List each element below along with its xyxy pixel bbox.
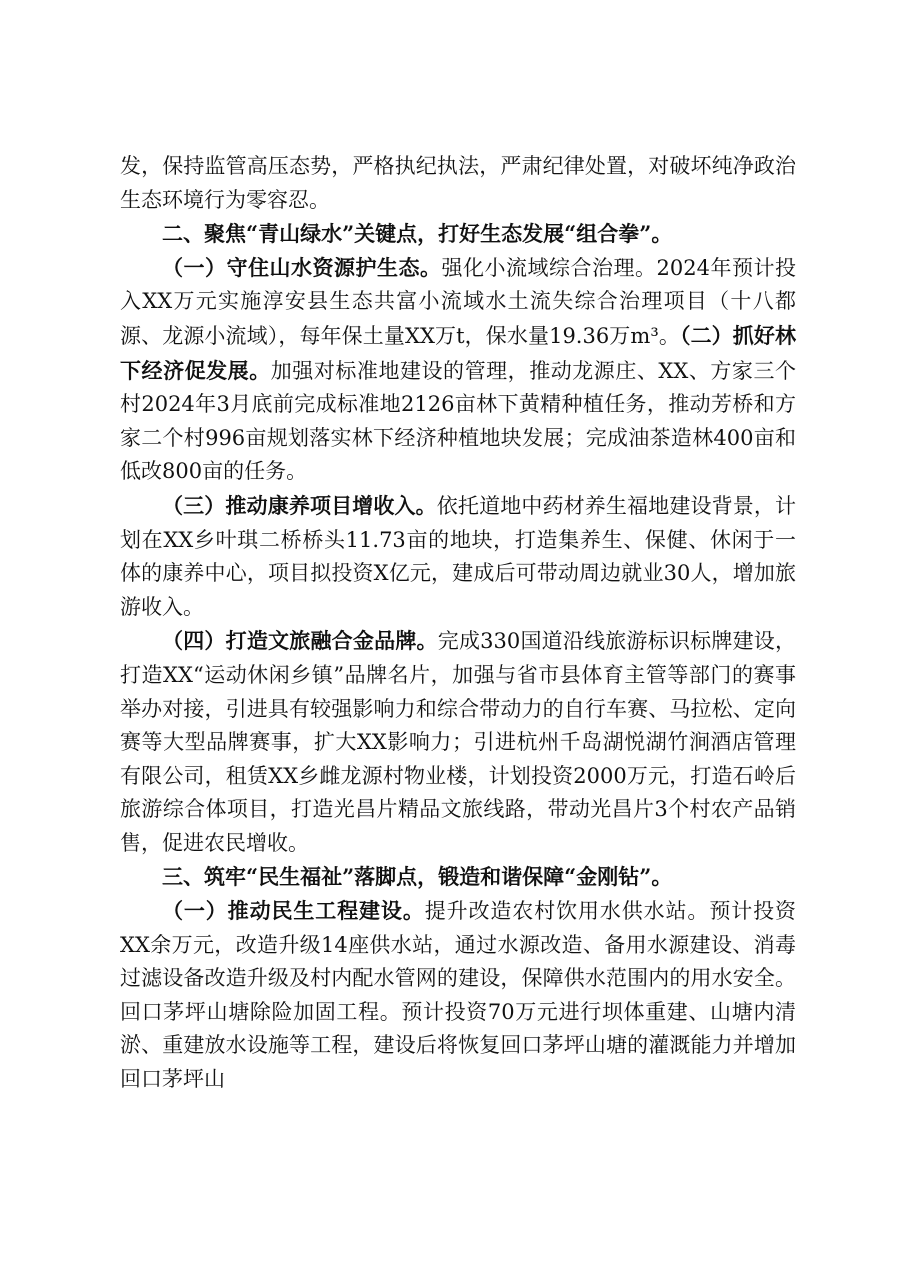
paragraph-ecology <box>120 251 796 489</box>
document-body <box>120 150 796 1097</box>
subheading-2: （二）抓好林下经济促发展。 <box>120 322 797 383</box>
subheading-4: （四）打造文旅融合金品牌。 <box>162 628 438 654</box>
paragraph-text: 依托道地中药材养生福地建设背景，计划在XX乡叶琪二桥桥头11.73亩的地块，打造集养生、保健、休闲于一体的康养中心，项目拟投资X亿元，建成后可带动周边就业30人，增加旅游收入。 <box>120 493 797 619</box>
paragraph-livelihood <box>120 894 796 1097</box>
subheading-5: （一）推动民生工程建设。 <box>162 898 425 924</box>
section-heading-3: 三、筑牢“民生福祉”落脚点，锻造和谐保障“金刚钻”。 <box>162 864 673 890</box>
subheading-1: （一）守住山水资源护生态。 <box>162 254 442 280</box>
subheading-3: （三）推动康养项目增收入。 <box>162 492 437 518</box>
paragraph-tourism <box>120 624 796 860</box>
section-heading-2: 二、聚焦“青山绿水”关键点，打好生态发展“组合拳”。 <box>162 221 673 247</box>
paragraph-continued: 发，保持监管高压态势，严格执纪执法，严肃纪律处置，对破坏纯净政治生态环境行为零容忍。 <box>120 154 796 212</box>
paragraph-text: 提升改造农村饮用水供水站。预计投资XX余万元，改造升级14座供水站，通过水源改造、备用水源建设、消毒过滤设备改造升级及村内配水管网的建设，保障供水范围内的用水安全。回口茅坪山塘除险加固工程。预计投资70万元进行坝体重建、山塘内清淤、重建放水设施等工程，建设后将恢复回口茅坪山塘的灌溉能力并增加回口茅坪山 <box>120 899 797 1092</box>
paragraph-text: 完成330国道沿线旅游标识标牌建设，打造XX“运动休闲乡镇”品牌名片，加强与省市县体育主管等部门的赛事举办对接，引进具有较强影响力和综合带动力的自行车赛、马拉松、定向赛等大型品牌赛事，扩大XX影响力；引进杭州千岛湖悦湖竹涧酒店管理有限公司，租赁XX乡雌龙源村物业楼，计划投资2000万元，打造石岭后旅游综合体项目，打造光昌片精品文旅线路，带动光昌片3个村农产品销售，促进农民增收。 <box>120 629 796 855</box>
paragraph-wellness <box>120 489 796 624</box>
paragraph-text: 强化小流域综合治理。2024年预计投入XX万元实施淳安县生态共富小流域水土流失综合治理项目（十八都源、龙源小流域），每年保土量XX万t，保水量19.36万m³。 <box>120 255 796 348</box>
paragraph-text: 加强对标准地建设的管理，推动龙源庄、XX、方家三个村2024年3月底前完成标准地2126亩林下黄精种植任务，推动芳桥和方家二个村996亩规划落实林下经济种植地块发展；完成油茶造林400亩和低改800亩的任务。 <box>120 358 797 484</box>
